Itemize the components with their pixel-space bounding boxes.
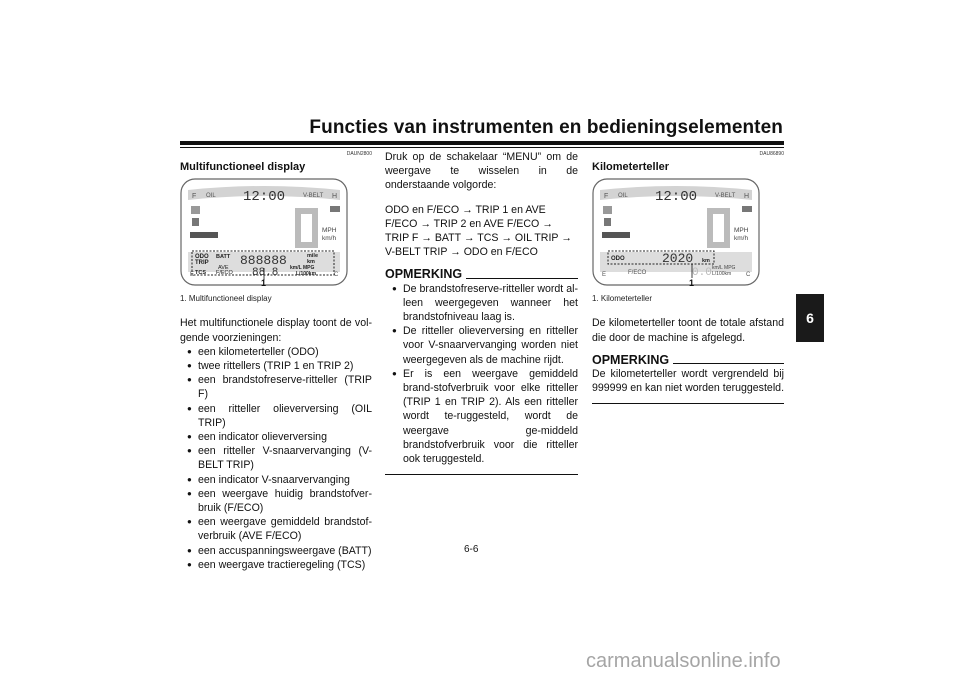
list-item: ● een ritteller V-snaarvervanging (V-BELT TRIP) xyxy=(180,444,372,472)
lcd-warning-icon xyxy=(603,206,612,214)
watermark: carmanualsonline.info xyxy=(586,650,781,672)
lcd-vva-icon xyxy=(190,232,218,238)
column-2 xyxy=(385,150,578,475)
figure-caption: 1. Kilometerteller xyxy=(592,294,653,304)
lcd-feco-label: F/ECO xyxy=(216,270,233,277)
lcd-h-label: H xyxy=(332,193,338,201)
menu-sequence: ODO en F/ECO → TRIP 1 en AVE F/ECO → TRIP 2 en AVE F/ECO → TRIP F → BATT → TCS → OIL TRIP → V-BELT TRIP → ODO en F/ECO xyxy=(385,203,572,259)
note-text: De kilometerteller wordt vergrendeld bij 999999 en kan niet worden teruggesteld. xyxy=(592,368,785,395)
lcd-tcs-label: TCS xyxy=(195,270,206,277)
lcd-vbelt-label: V-BELT xyxy=(303,193,324,200)
lcd-trip-label: TRIP xyxy=(195,260,209,267)
lcd-kml-label: km/L MPG xyxy=(712,265,736,272)
list-item: ● De ritteller olieverversing en ritteller voor V-snaarvervanging worden niet weergegeven als de machine rijdt. xyxy=(385,324,578,367)
lcd-feco-label: F/ECO xyxy=(628,270,647,277)
lcd-e-label: E xyxy=(602,272,607,279)
note-heading xyxy=(385,267,578,281)
list-item: ● Er is een weergave gemiddeld brand-stofverbruik voor elke ritteller (TRIP 1 en TRIP 2). Als een ritteller wordt te-ruggesteld, wordt de weergave ge-middeld brandstofverbruik voor die ritteller ook teruggesteld. xyxy=(385,367,578,466)
lcd-ave-label: AVE xyxy=(218,265,229,272)
list-item: ● een weergave tractieregeling (TCS) xyxy=(180,558,372,572)
note-heading xyxy=(592,353,784,367)
lcd-km-label: km xyxy=(702,258,710,265)
page-number: 6-6 xyxy=(464,544,479,555)
lcd-eco-digits: 0.0 xyxy=(692,267,712,280)
lcd-vva-icon xyxy=(602,232,630,238)
lcd-odo-label: ODO xyxy=(611,256,625,263)
header-rule-thin xyxy=(180,147,784,148)
lcd-oil-label: OIL xyxy=(618,193,628,200)
section-title: Multifunctioneel display xyxy=(180,161,306,173)
lcd-oil-label: OIL xyxy=(206,193,216,200)
lcd-fuel-icon xyxy=(192,218,199,226)
lcd-mph-label: MPH xyxy=(734,227,749,235)
list-item: ● een indicator V-snaarvervanging xyxy=(180,473,372,487)
menu-paragraph: Druk op de schakelaar “MENU” om de weergave te wisselen in de onderstaande volgorde: xyxy=(385,151,578,192)
multifunction-display-illustration xyxy=(180,178,348,286)
lcd-kml-label: km/L MPG xyxy=(290,265,315,272)
lcd-c-label: C xyxy=(746,272,751,279)
column-3 xyxy=(592,150,784,404)
header-rule xyxy=(180,141,784,145)
lcd-l100-label: L/100km xyxy=(712,271,732,278)
note-title: OPMERKING xyxy=(385,267,463,282)
lcd-odometer-digits: 2020 xyxy=(662,251,694,267)
note-title: OPMERKING xyxy=(592,352,670,367)
list-item: ● een weergave gemiddeld brandstof-verbruik (AVE F/ECO) xyxy=(180,515,372,543)
lcd-c-label: C xyxy=(334,272,339,279)
lcd-warning-icon xyxy=(191,206,200,214)
list-item: ● een kilometerteller (ODO) xyxy=(180,345,372,359)
lcd-main-digits: 888888 xyxy=(240,253,287,269)
list-item: ● een weergave huidig brandstofver-bruik (F/ECO) xyxy=(180,487,372,515)
list-item: ● twee rittellers (TRIP 1 en TRIP 2) xyxy=(180,359,372,373)
lcd-battery-icon xyxy=(742,206,752,212)
odometer-display-illustration xyxy=(592,178,760,286)
figure-caption: 1. Multifunctioneel display xyxy=(180,294,272,304)
lcd-f-label: F xyxy=(192,193,197,201)
list-item: ● een accuspanningsweergave (BATT) xyxy=(180,544,372,558)
lcd-f-label: F xyxy=(604,193,609,201)
lcd-mph-label: MPH xyxy=(322,227,337,235)
chapter-tab: 6 xyxy=(796,294,824,342)
note-end-rule xyxy=(592,403,784,404)
column-1 xyxy=(180,150,372,572)
lcd-odo-label: ODO xyxy=(195,254,209,261)
list-item: ● De brandstofreserve-ritteller wordt al-leen weergegeven wanneer het brandstofniveau laag is. xyxy=(385,282,578,325)
note-end-rule xyxy=(385,474,578,475)
lcd-kmh-label: km/h xyxy=(322,235,337,243)
feature-list xyxy=(180,345,372,572)
section-code: DAUN2800 xyxy=(346,151,372,157)
callout-number: 1 xyxy=(261,278,267,287)
lcd-mile-label: mile xyxy=(307,253,319,260)
callout-number: 1 xyxy=(689,278,695,287)
list-item: ● een indicator olieverversing xyxy=(180,430,372,444)
lcd-vbelt-label: V-BELT xyxy=(715,193,736,200)
lcd-fuel-icon xyxy=(604,218,611,226)
lcd-h-label: H xyxy=(744,193,750,201)
intro-paragraph: Het multifunctionele display toont de vol-gende voorzieningen: xyxy=(180,317,372,344)
lcd-l100-label: L/100km xyxy=(296,271,317,278)
lcd-battery-icon xyxy=(330,206,340,212)
lcd-e-label: E xyxy=(190,272,195,279)
lcd-km-label: km xyxy=(307,259,315,266)
page-header-title: Functies van instrumenten en bedieningselementen xyxy=(309,117,783,138)
lcd-clock: 12:00 xyxy=(243,189,286,206)
lcd-kmh-label: km/h xyxy=(734,235,749,243)
lcd-eco-digits: 88.8 xyxy=(252,267,279,280)
lcd-clock: 12:00 xyxy=(655,189,698,206)
list-item: ● een ritteller olieverversing (OIL TRIP) xyxy=(180,402,372,430)
note-list xyxy=(385,282,578,467)
odometer-paragraph: De kilometerteller toont de totale afstand die door de machine is afgelegd. xyxy=(592,317,784,344)
lcd-batt-label: BATT xyxy=(216,254,231,261)
list-item: ● een brandstofreserve-ritteller (TRIP F) xyxy=(180,373,372,401)
section-code: DAU86890 xyxy=(759,151,784,157)
section-title: Kilometerteller xyxy=(592,161,670,173)
